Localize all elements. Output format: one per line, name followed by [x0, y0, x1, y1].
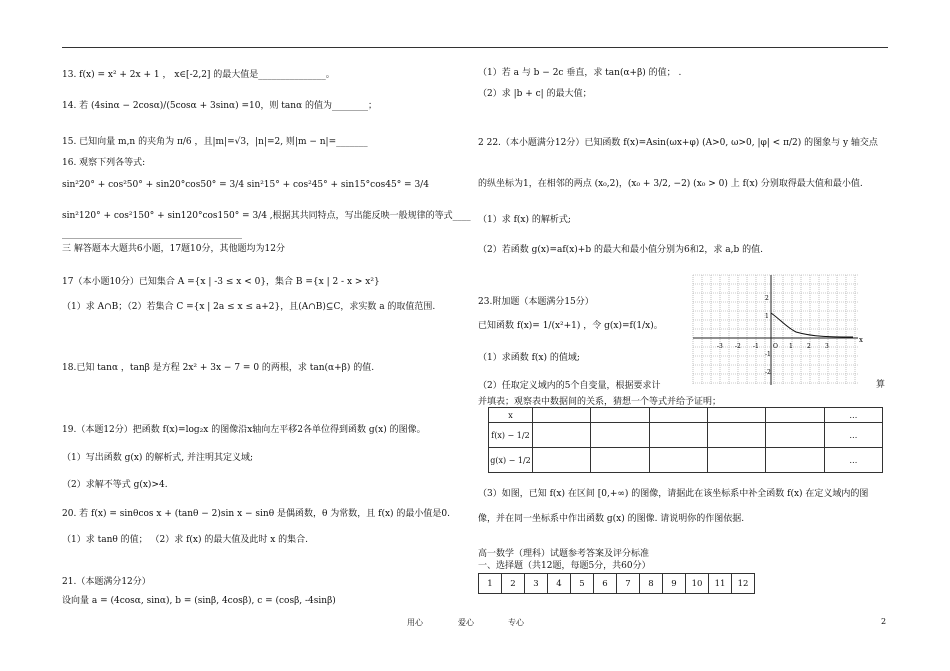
table-cell: [533, 423, 591, 448]
right-line: 的纵坐标为1，在相邻的两点 (x₀,2)，(x₀ + 3/2, −2) (x₀ > 0) 上 f(x) 分别取得最大值和最小值.: [478, 179, 863, 189]
right-line: （1）若 a 与 b − 2c 垂直，求 tan(α+β) 的值； .: [478, 68, 682, 78]
coordinate-graph: [683, 270, 863, 390]
table-cell: x: [489, 408, 533, 423]
table-cell: [707, 448, 765, 473]
answer-number-cell: 5: [571, 574, 594, 594]
answer-number-cell: 2: [502, 574, 525, 594]
table-row: [489, 408, 883, 423]
table-cell: g(x) − 1/2: [489, 448, 533, 473]
answer-number-cell: 9: [663, 574, 686, 594]
left-line: （1）求 tanθ 的值； （2）求 f(x) 的最大值及此时 x 的集合.: [62, 535, 309, 545]
table-cell: …: [824, 423, 882, 448]
answer-number-cell: 8: [640, 574, 663, 594]
table-cell: f(x) − 1/2: [489, 423, 533, 448]
right-line: （2）求 |b + c| 的最大值；: [478, 89, 592, 99]
table-cell: [707, 423, 765, 448]
answer-number-cell: 1: [479, 574, 502, 594]
right-line: （1）求 f(x) 的解析式;: [478, 215, 571, 225]
right-line: 高一数学（理科）试题参考答案及评分标准: [478, 549, 650, 559]
table-row: [489, 448, 883, 473]
left-line: 20. 若 f(x) = sinθcos x + (tanθ − 2)sin x − sinθ 是偶函数，θ 为常数，且 f(x) 的最小值是0.: [62, 509, 451, 519]
header-rule: [62, 47, 888, 48]
right-line: 已知函数 f(x)= 1/(x²+1) ，令 g(x)=f(1/x)。: [478, 321, 663, 331]
table-cell: [766, 423, 824, 448]
right-line: （2）若函数 g(x)=af(x)+b 的最大和最小值分别为6和2，求 a,b 的值.: [478, 245, 763, 255]
left-line: ________________________________________: [62, 229, 242, 239]
page-number: 2: [881, 617, 887, 626]
table-cell: [649, 408, 707, 423]
left-line: 设向量 a = (4cosα, sinα), b = (sinβ, 4cosβ), c = (cosβ, -4sinβ): [62, 596, 336, 606]
table-cell: [533, 408, 591, 423]
table-cell: [707, 408, 765, 423]
table-cell: …: [824, 448, 882, 473]
table-row: [489, 423, 883, 448]
x-tick-label: 1: [789, 343, 793, 350]
left-line: 15. 已知向量 m,n 的夹角为 π/6 ，且|m|=√3，|n|=2, 则|m − n|=_______: [62, 137, 368, 147]
left-line: 21.（本题满分12分）: [62, 577, 151, 587]
x-axis-label: x: [859, 336, 863, 344]
left-line: 14. 若 (4sinα − 2cosα)/(5cosα + 3sinα) =10，则 tanα 的值为________；: [62, 101, 378, 111]
left-line: （1）写出函数 g(x) 的解析式, 并注明其定义域;: [62, 453, 254, 463]
table-cell: [649, 423, 707, 448]
table-cell: [649, 448, 707, 473]
right-line: 2 22.（本小题满分12分）已知函数 f(x)=Asin(ωx+φ) (A>0, ω>0, |φ| < π/2) 的图象与 y 轴交点: [478, 138, 878, 148]
footer-a: 用心: [407, 618, 423, 627]
right-line: 并填表；观察表中数据间的关系，猜想一个等式并给予证明；: [478, 397, 722, 407]
answer-number-cell: 6: [594, 574, 617, 594]
x-tick-label: 3: [825, 343, 829, 350]
answer-number-cell: 10: [686, 574, 709, 594]
x-tick-label: O: [773, 343, 778, 350]
right-line: （3）如图，已知 f(x) 在区间 [0,+∞) 的图像，请据此在该坐标系中补全函数 f(x) 在定义域内的图: [478, 489, 869, 499]
answer-number-cell: 4: [548, 574, 571, 594]
left-line: 18.已知 tanα ，tanβ 是方程 2x² + 3x − 7 = 0 的两根，求 tan(α+β) 的值.: [62, 363, 375, 373]
left-line: （1）求 A∩B；（2）若集合 C ={x | 2a ≤ x ≤ a+2}，且(A∩B)⊆C，求实数 a 的取值范围.: [62, 302, 436, 312]
answer-number-cell: 11: [709, 574, 732, 594]
right-line: 像，并在同一坐标系中作出函数 g(x) 的图像. 请说明你的作图依据.: [478, 514, 745, 524]
answer-number-cell: 12: [732, 574, 755, 594]
right-line: （1）求函数 f(x) 的值域;: [478, 353, 580, 363]
y-tick-label: -2: [765, 369, 771, 376]
y-tick-label: -1: [765, 351, 771, 358]
left-line: （2）求解不等式 g(x)>4.: [62, 480, 168, 490]
table-cell: [766, 448, 824, 473]
side-word: 算: [876, 380, 886, 390]
answer-number-cell: 7: [617, 574, 640, 594]
left-line: 三 解答题本大题共6小题，17题10分，其他题均为12分: [62, 244, 285, 254]
left-line: sin²20° + cos²50° + sin20°cos50° = 3/4 sin²15° + cos²45° + sin15°cos45° = 3/4: [62, 180, 429, 190]
x-tick-label: -3: [717, 343, 723, 350]
y-tick-label: 1: [765, 313, 769, 320]
table-cell: [766, 408, 824, 423]
table-cell: [533, 448, 591, 473]
right-line: 23.附加题（本题满分15分）: [478, 297, 594, 307]
x-tick-label: -1: [753, 343, 759, 350]
table-cell: [591, 448, 649, 473]
left-line: 19.（本题12分）把函数 f(x)=log₂x 的图像沿x轴向左平移2各单位得到函数 g(x) 的图像。: [62, 425, 426, 435]
left-line: 17（本小题10分）已知集合 A ={x | -3 ≤ x < 0}，集合 B ={x | 2 - x > x²}: [62, 277, 380, 287]
table-cell: …: [824, 408, 882, 423]
x-tick-label: 2: [807, 343, 811, 350]
right-line: 一、选择题（共12题，每题5分，共60分）: [478, 561, 651, 571]
right-line: （2）任取定义域内的5个自变量，根据要求计: [478, 381, 661, 391]
x-tick-label: -2: [735, 343, 741, 350]
footer-b: 爱心: [458, 618, 474, 627]
table-cell: [591, 423, 649, 448]
left-line: 16. 观察下列各等式:: [62, 158, 146, 168]
fill-table: [488, 407, 883, 473]
footer-c: 专心: [508, 618, 524, 627]
left-line: sin²120° + cos²150° + sin120°cos150° = 3/4 ,根据其共同特点，写出能反映一般规律的等式____: [62, 211, 471, 221]
left-line: 13. f(x) = x² + 2x + 1 ， x∈[-2,2] 的最大值是_______________。: [62, 70, 335, 80]
answer-table: [478, 573, 755, 594]
table-cell: [591, 408, 649, 423]
y-tick-label: 2: [765, 295, 769, 302]
answer-number-cell: 3: [525, 574, 548, 594]
